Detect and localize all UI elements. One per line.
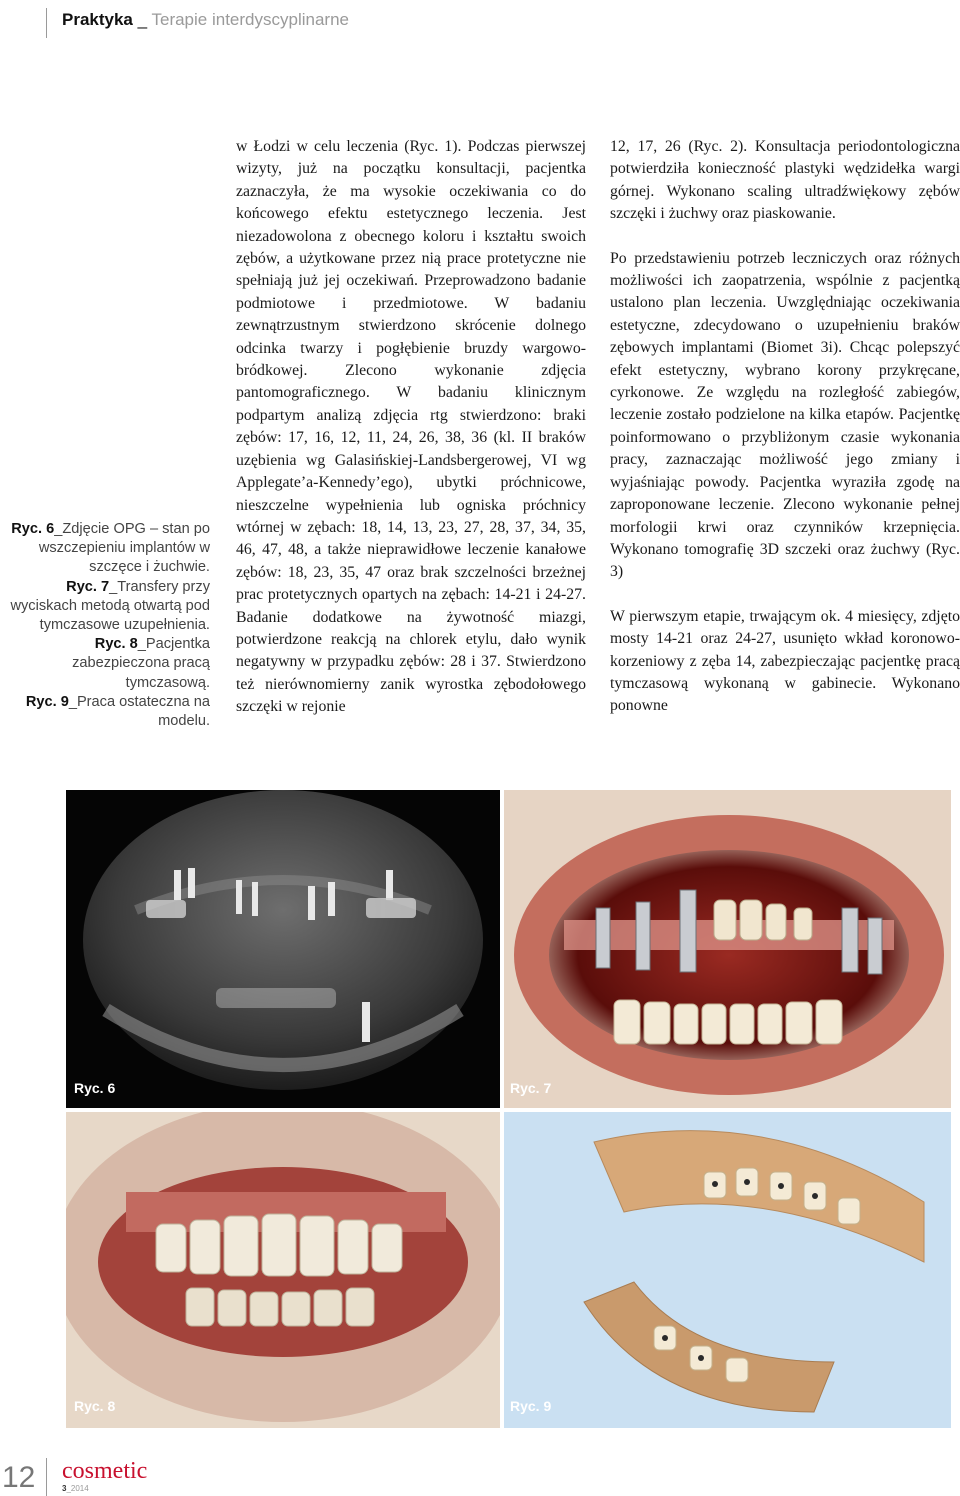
photo-ryc7-transfers (504, 790, 951, 1108)
article-column-1 (236, 136, 586, 719)
smile-image (66, 1112, 500, 1428)
magazine-name: cosmetic (62, 1458, 148, 1484)
caption-ryc9 (0, 693, 210, 731)
caption-text: _Transfery przy wyciskach metodą otwartą pod tymczasowe uzupełnienia. (10, 578, 210, 634)
xray-image (66, 790, 500, 1108)
model-image (504, 1112, 951, 1428)
issue-year: _2014 (66, 1484, 89, 1493)
caption-text: _Praca ostateczna na modelu. (68, 693, 210, 730)
paragraph: Po przedstawieniu potrzeb leczniczych oraz różnych możliwości ich zaopatrzenia, wspólnie z pacjentką ustalono plan leczenia. Uwzględniając oczekiwania estetyczne, zdecydowano o uzupełnieniu braków zębowych implantami (Biomet 3i). Chcąc polepszyć efekt estetyczny, wybrano korony przykręcane, cyrkonowe. Ze względu na rozległość zabiegów, leczenie zostało podzielone na kilka etapów. Pacjentkę poinformowano o przybliżonym czasie wykonania pracy, zaznaczając możliwość jego zmiany i wyjaśniając powody. Pacjentka wyraziła zgodę na zaproponowane leczenie. Zlecono wykonanie pełnej morfologii krwi oraz czynników krzepnięcia. Wykonano tomografię 3D szczeki oraz żuchwy (Ryc. 3) (610, 249, 960, 581)
figure-label: Ryc. 9 (510, 1398, 552, 1414)
paragraph: w Łodzi w celu leczenia (Ryc. 1). Podczas pierwszej wizyty, już na początku konsultacji, pacjentka zaznaczyła, że ma wysokie oczekiwania co do końcowego efektu estetycznego leczenia. Jest niezadowolona z obecnego koloru i kształtu swoich zębów, a użytkowane przez nią prace protetyczne nie spełniają już jej oczekiwań. Przeprowadzono badanie podmiotowe i przedmiotowe. W badaniu zewnątrzustnym stwierdzono skrócenie dolnego odcinka twarzy i pogłębienie bruzdy wargowo-bródkowej. Zlecono wykonanie zdjęcia pantomograficznego. W badaniu klinicznym podpartym analizą zdjęcia rtg stwierdzono: braki zębów: 17, 16, 12, 11, 24, 26, 38, 36 (kl. II braków uzębienia wg Galasińskiej-Landsbergerowej, VI wg Applegate’a-Kennedy’ego), ubytki próchnicowe, nieszczelne wypełnienia lub ogniska próchnicy wtórnej w zębach: 18, 14, 13, 23, 27, 28, 37, 34, 35, 46, 47, 48, a także nieprawidłowe leczenie kanałowe zębów: 18, 23, 35, 47 oraz brak szczelności brzeżnej prac protetycznych opartych na zębach: 14-21 i 24-27. Badanie dodatkowe na żywotność miazgi, potwierdzone reakcją na chlorek etylu, dało wynik negatywny w przypadku zębów: 28 i 37. Stwierdzono też nierównomierny zanik wyrostka zębodołowego szczęki w rejonie (236, 138, 586, 716)
photo-ryc9-model (504, 1112, 951, 1428)
header-subsection: Terapie interdyscyplinarne (151, 10, 349, 29)
photo-ryc8-temporary (66, 1112, 500, 1428)
caption-label: Ryc. 8 (94, 636, 138, 653)
photo-ryc6-xray (66, 790, 500, 1108)
caption-ryc7 (0, 578, 210, 636)
caption-ryc8 (0, 635, 210, 693)
caption-label: Ryc. 6 (11, 521, 55, 537)
figure-label: Ryc. 7 (510, 1080, 552, 1096)
figure-label: Ryc. 6 (74, 1080, 116, 1096)
footer-divider (46, 1458, 47, 1496)
header-divider (46, 8, 47, 38)
issue-info (62, 1484, 89, 1493)
figure-label: Ryc. 8 (74, 1398, 116, 1414)
article-column-2 (610, 136, 960, 718)
figure-captions (0, 520, 210, 731)
page-number: 12 (2, 1461, 36, 1494)
paragraph: 12, 17, 26 (Ryc. 2). Konsultacja periodontologiczna potwierdziła konieczność plastyki wędzidełka wargi górnej. Wykonano scaling ultradźwiękowy zębów szczęki i żuchwy oraz piaskowanie. (610, 138, 960, 223)
paragraph: W pierwszym etapie, trwającym ok. 4 miesięcy, zdjęto mosty 14-21 oraz 24-27, usunięto wkład koronowo-korzeniowy z zęba 14, zabezpieczając pacjentkę pracą tymczasową wykonaną w gabinecie. Wykonano ponowne (610, 607, 960, 715)
intraoral-image (504, 790, 951, 1108)
caption-text: _Pacjentka zabezpieczona pracą tymczasową. (72, 636, 210, 691)
caption-ryc6 (0, 520, 210, 578)
header-separator: _ (132, 10, 152, 29)
running-header (62, 10, 349, 30)
caption-text: _Zdjęcie OPG – stan po wszczepieniu implantów w szczęce i żuchwie. (38, 521, 210, 576)
header-section: Praktyka (62, 10, 133, 29)
caption-label: Ryc. 7 (66, 578, 110, 595)
caption-label: Ryc. 9 (25, 693, 69, 710)
issue-number: 3 (62, 1484, 67, 1493)
